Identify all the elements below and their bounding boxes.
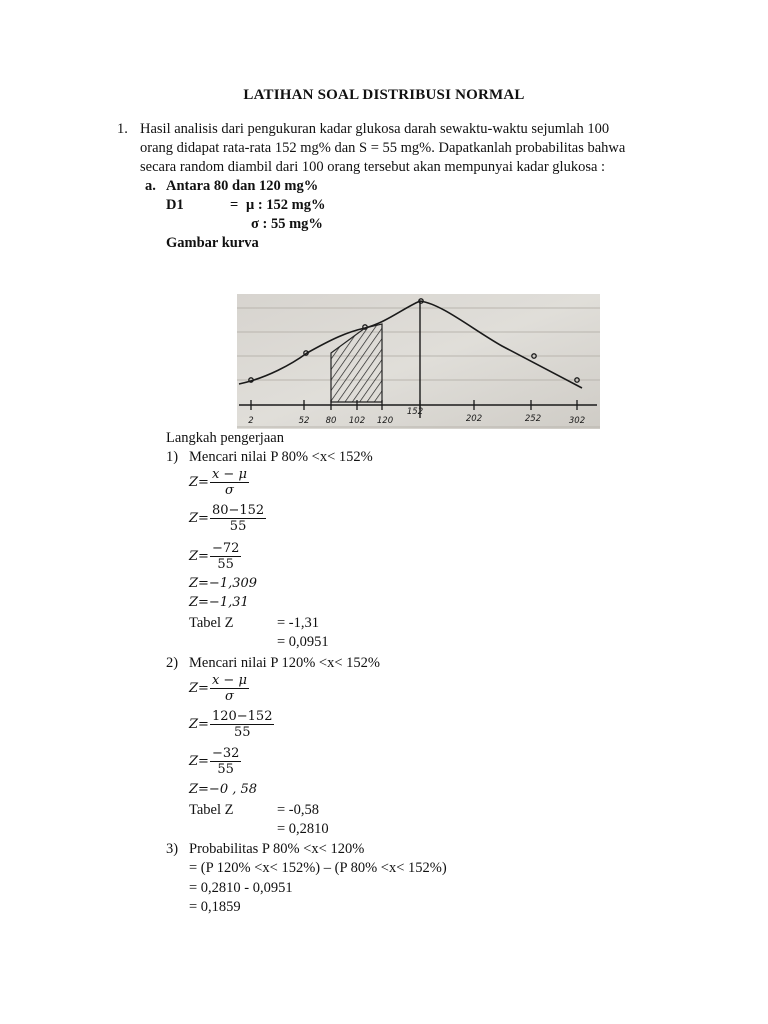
problem-line-3: secara random diambil dari 100 orang tersebut akan mempunyai kadar glukosa : — [140, 159, 606, 175]
step2-title: Mencari nilai P 120% <x< 152% — [189, 655, 380, 671]
document-title: LATIHAN SOAL DISTRIBUSI NORMAL — [243, 87, 525, 103]
step3-line2: = 0,2810 - 0,0951 — [189, 880, 293, 896]
step2-neg-denominator: 55 — [217, 762, 234, 777]
step1-formula: Z = $\frac{x - \mu}{\sigma}$ — [189, 467, 247, 498]
step2-z-result: Z=−0 , 58 — [189, 782, 258, 797]
step1-sub-numerator: 80−152 — [211, 503, 265, 518]
step2-sub-fraction — [210, 709, 275, 740]
step1-table-value1: = -1,31 — [277, 615, 320, 631]
step2-formula-denominator: σ — [224, 689, 234, 704]
step1-number: 1) — [166, 449, 179, 465]
step2-substitution: Z = $\frac{120-152}{55}$ — [189, 709, 273, 740]
problem-line-2: orang didapat rata-rata 152 mg% dan S = 55 mg%. Dapatkanlah probabilitas bahwa — [140, 140, 626, 156]
step1-substitution: Z = $\frac{80-152}{55}$ — [189, 503, 265, 534]
step3-line1: = (P 120% <x< 152%) – (P 80% <x< 152%) — [189, 860, 447, 876]
steps-heading: Langkah pengerjaan — [166, 430, 284, 446]
step1-neg-fraction — [210, 541, 241, 572]
step1-z-rounded: Z=−1,31 — [189, 595, 249, 610]
step2-formula-numerator: x − μ — [211, 673, 247, 688]
step1-formula-denominator: σ — [224, 483, 234, 498]
tick-label-252: 252 — [524, 414, 542, 424]
part-a-heading: Antara 80 dan 120 mg% — [166, 178, 319, 194]
step2-formula-fraction — [210, 673, 249, 704]
step2-neg-fraction — [210, 746, 241, 777]
step3-title: Probabilitas P 80% <x< 120% — [189, 841, 365, 857]
problem-number: 1. — [117, 121, 128, 137]
d1-equals: = — [230, 197, 239, 213]
step1-table-value2: = 0,0951 — [277, 634, 329, 650]
curve-drawing — [237, 294, 600, 429]
mean-value: μ : 152 mg% — [246, 197, 326, 213]
step2-table-value1: = -0,58 — [277, 802, 320, 818]
tick-label-202: 202 — [465, 414, 483, 424]
tick-label-80: 80 — [325, 416, 337, 426]
part-a-marker: a. — [145, 178, 156, 194]
step1-z-result: Z=−1,309 — [189, 576, 258, 591]
d1-label: D1 — [166, 197, 184, 213]
sigma-value: σ : 55 mg% — [251, 216, 323, 232]
step3-line3: = 0,1859 — [189, 899, 241, 915]
step2-neg-numerator: −32 — [211, 746, 240, 761]
step3-number: 3) — [166, 841, 179, 857]
tick-label-2: 2 — [248, 416, 254, 426]
step2-number: 2) — [166, 655, 179, 671]
step1-table-label: Tabel Z — [189, 615, 234, 631]
step1-formula-numerator: x − μ — [211, 467, 247, 482]
tick-label-120: 120 — [376, 416, 394, 426]
tick-label-152: 152 — [406, 407, 424, 417]
step1-sub-denominator: 55 — [229, 519, 247, 534]
tick-label-52: 52 — [298, 416, 310, 426]
normal-curve-photo — [237, 294, 600, 429]
step1-simplified: Z = $\frac{-72}{55}$ — [189, 541, 240, 572]
problem-line-1: Hasil analisis dari pengukuran kadar glukosa darah sewaktu-waktu sejumlah 100 — [140, 121, 610, 137]
step1-formula-fraction — [210, 467, 249, 498]
step2-simplified: Z = $\frac{-32}{55}$ — [189, 746, 240, 777]
step2-table-value2: = 0,2810 — [277, 821, 329, 837]
step2-formula: Z = $\frac{x - \mu}{\sigma}$ — [189, 673, 247, 704]
curve-label: Gambar kurva — [166, 235, 259, 251]
tick-label-302: 302 — [568, 416, 586, 426]
step2-sub-denominator: 55 — [233, 725, 251, 740]
step1-neg-numerator: −72 — [211, 541, 240, 556]
step1-sub-fraction — [210, 503, 266, 534]
step1-title: Mencari nilai P 80% <x< 152% — [189, 449, 373, 465]
step1-neg-denominator: 55 — [217, 557, 234, 572]
step2-table-label: Tabel Z — [189, 802, 234, 818]
step2-sub-numerator: 120−152 — [211, 709, 273, 724]
tick-label-102: 102 — [348, 416, 366, 426]
